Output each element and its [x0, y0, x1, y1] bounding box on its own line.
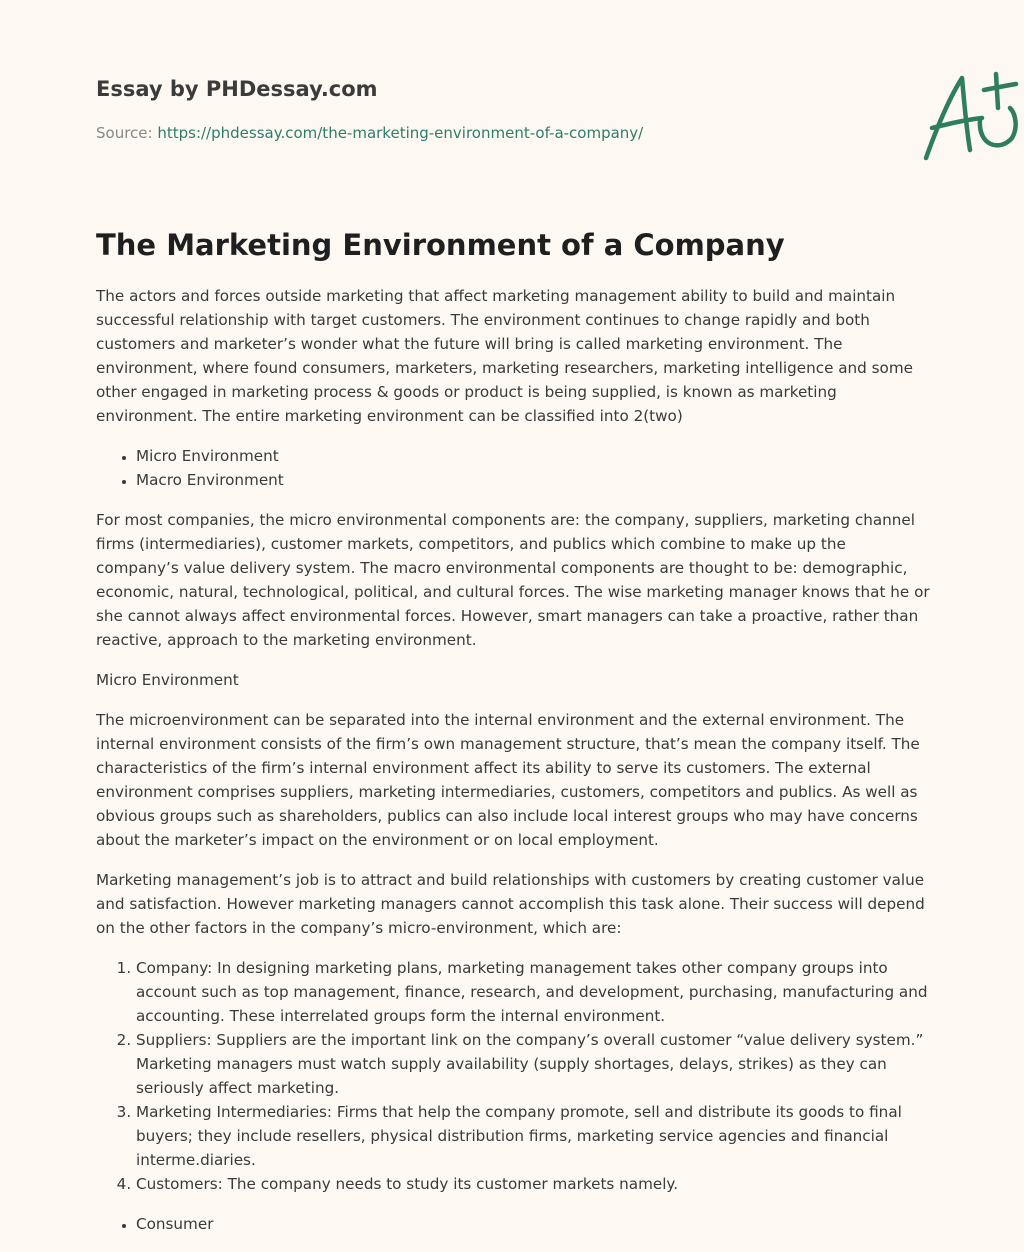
list-item: • Macro Environment — [136, 468, 932, 492]
source-link[interactable]: https://phdessay.com/the-marketing-environment-of-a-company/ — [157, 124, 644, 142]
customer-markets-list — [96, 1212, 932, 1236]
a-plus-logo — [918, 68, 1022, 164]
components-paragraph: For most companies, the micro environmental components are: the company, suppliers, marketing channel firms (intermediaries), customer markets, competitors, and publics which combine to make up the company’s value delivery system. The macro environmental components are thought to be: demographic, economic, natural, technological, political, and cultural forces. The wise marketing manager knows that he or she cannot always affect environmental forces. However, smart managers can take a proactive, rather than reactive, approach to the marketing environment. — [96, 511, 930, 649]
micro-factors-list — [96, 956, 932, 1196]
management-paragraph: Marketing management’s job is to attract and build relationships with customers by creating customer value and satisfaction. However marketing managers cannot accomplish this task alone. Their success will depend on the other factors in the company’s micro-environment, which are: — [96, 871, 925, 937]
list-item: • Micro Environment — [136, 444, 932, 468]
micro-environment-heading: Micro Environment — [96, 671, 239, 689]
list-item: 1. Company: In designing marketing plans, marketing management takes other company groups into account such as top management, finance, research, and development, purchasing, manufacturing and accounting. These interrelated groups form the internal environment. — [136, 956, 932, 1028]
list-item: 3. Marketing Intermediaries: Firms that help the company promote, sell and distribute its goods to final buyers; they include resellers, physical distribution firms, marketing service agencies and financial interme.diaries. — [136, 1100, 932, 1172]
source-label: Source: — [96, 124, 158, 142]
list-item: 4. Customers: The company needs to study its customer markets namely. — [136, 1172, 932, 1196]
essay-title: The Marketing Environment of a Company — [96, 228, 785, 262]
list-item: 2. Suppliers: Suppliers are the important link on the company’s overall customer “value delivery system.” Marketing managers must watch supply availability (supply shortages, delays, strikes) as they can seriously affect marketing. — [136, 1028, 932, 1100]
source-line — [96, 124, 643, 142]
environment-types-list — [96, 444, 932, 492]
list-item: • Consumer — [136, 1212, 932, 1236]
intro-paragraph: The actors and forces outside marketing that affect marketing management ability to build and maintain successful relationship with target customers. The environment continues to change rapidly and both customers and marketer’s wonder what the future will bring is called marketing environment. The environment, where found consumers, marketers, marketing researchers, marketing intelligence and some other engaged in marketing process & goods or product is being supplied, is known as marketing environment. The entire marketing environment can be classified into 2(two) — [96, 287, 913, 425]
site-name: Essay by PHDessay.com — [96, 77, 378, 101]
microenvironment-paragraph: The microenvironment can be separated into the internal environment and the external environment. The internal environment consists of the firm’s own management structure, that’s mean the company itself. The characteristics of the firm’s internal environment affect its ability to serve its customers. The external environment comprises suppliers, marketing intermediaries, customers, competitors and publics. As well as obvious groups such as shareholders, publics can also include local interest groups who may have concerns about the marketer’s impact on the environment or on local employment. — [96, 711, 920, 849]
essay-body — [96, 284, 932, 1252]
